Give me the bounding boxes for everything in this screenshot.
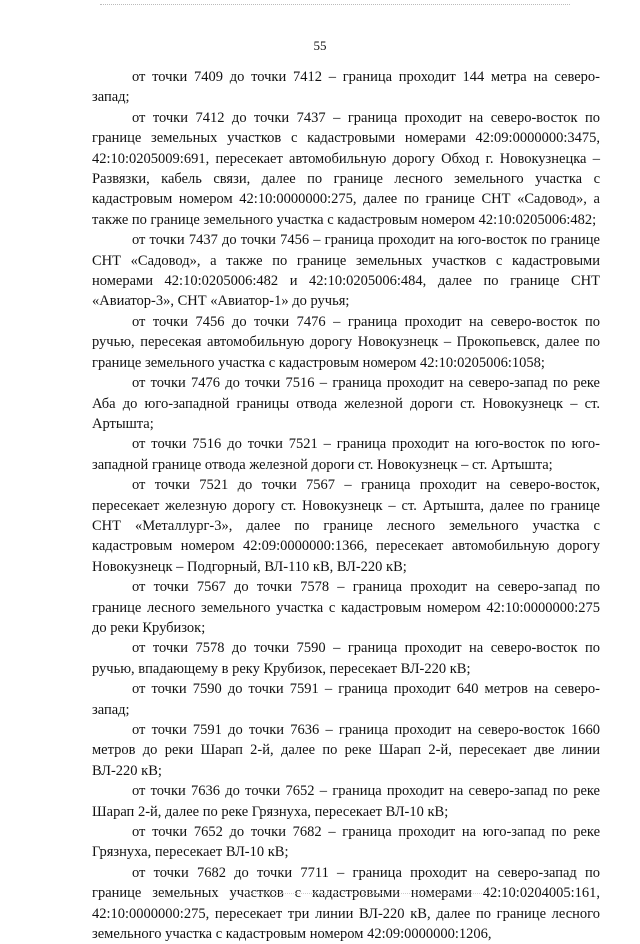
paragraph: от точки 7409 до точки 7412 – граница проходит 144 метра на северо-запад; bbox=[92, 69, 600, 106]
paragraph: от точки 7636 до точки 7652 – граница проходит на северо-запад по реке Шарап 2-й, далее по реке Грязнуха, пересекает ВЛ-10 кВ; bbox=[92, 783, 600, 820]
scan-artifact-top bbox=[100, 4, 570, 6]
paragraph: от точки 7516 до точки 7521 – граница проходит на юго-восток по юго-западной границе отвода железной дороги ст. Новокузнецк – ст. Артышта; bbox=[92, 436, 600, 473]
paragraph: от точки 7476 до точки 7516 – граница проходит на северо-запад по реке Аба до юго-западной границы отвода железной дороги ст. Новокузнецк – ст. Артышта; bbox=[92, 375, 600, 432]
paragraph: от точки 7521 до точки 7567 – граница проходит на северо-восток, пересекает железную дорогу ст. Новокузнецк – ст. Артышта, далее по границе СНТ «Металлург-3», далее по границе лесного земельного участка с кадастровым номером 42:09:0000000:1366, пересекает автомобильную дорогу Новокузнецк – Подгорный, ВЛ-110 кВ, ВЛ-220 кВ; bbox=[92, 477, 600, 575]
paragraph: от точки 7590 до точки 7591 – граница проходит 640 метров на северо-запад; bbox=[92, 681, 600, 718]
page-number: 55 bbox=[313, 38, 327, 53]
paragraph: от точки 7456 до точки 7476 – граница проходит на северо-восток по ручью, пересекая автомобильную дорогу Новокузнецк – Прокопьевск, далее по границе земельного участка с кадастровым номером 42:10:0205006:1058; bbox=[92, 313, 600, 371]
paragraph: от точки 7437 до точки 7456 – граница проходит на юго-восток по границе СНТ «Садовод», а также по границе земельных участков с кадастровыми номерами 42:10:0205006:482 и 42:10:0205006:484, далее по границе СНТ «Авиатор-3», СНТ «Авиатор-1» до ручья; bbox=[92, 232, 600, 310]
paragraph: от точки 7591 до точки 7636 – граница проходит на северо-восток 1660 метров до реки Шарап 2-й, далее по реке Шарап 2-й, пересекает две линии ВЛ-220 кВ; bbox=[92, 722, 600, 779]
paragraph: от точки 7652 до точки 7682 – граница проходит на юго-запад по реке Грязнуха, пересекает ВЛ-10 кВ; bbox=[92, 824, 600, 861]
document-body bbox=[92, 67, 600, 944]
paragraph: от точки 7412 до точки 7437 – граница проходит на северо-восток по границе земельных участков с кадастровыми номерами 42:09:0000000:3475, 42:10:0205009:691, пересекает автомобильную дорогу Обход г. Новокузнецка – Развязки, кабель связи, далее по границе лесного земельного участка с кадастровым номером 42:10:0000000:275, далее по границе СНТ «Садовод», а также по границе земельного участка с кадастровым номером 42:10:0205006:482; bbox=[92, 109, 600, 228]
paragraph: от точки 7578 до точки 7590 – граница проходит на северо-восток по ручью, впадающему в реку Крубизок, пересекает ВЛ-220 кВ; bbox=[92, 640, 600, 677]
paragraph: от точки 7567 до точки 7578 – граница проходит на северо-запад по границе лесного земельного участка с кадастровым номером 42:10:0000000:275 до реки Крубизок; bbox=[92, 579, 600, 636]
scan-artifact-bottom bbox=[230, 893, 490, 895]
paragraph: от точки 7682 до точки 7711 – граница проходит на северо-запад по границе земельных участков с кадастровыми номерами 42:10:0204005:161, 42:10:0000000:275, пересекает три линии ВЛ-220 кВ, далее по границе лесного земельного участка с кадастровым номером 42:09:0000000:1206, bbox=[92, 864, 600, 943]
